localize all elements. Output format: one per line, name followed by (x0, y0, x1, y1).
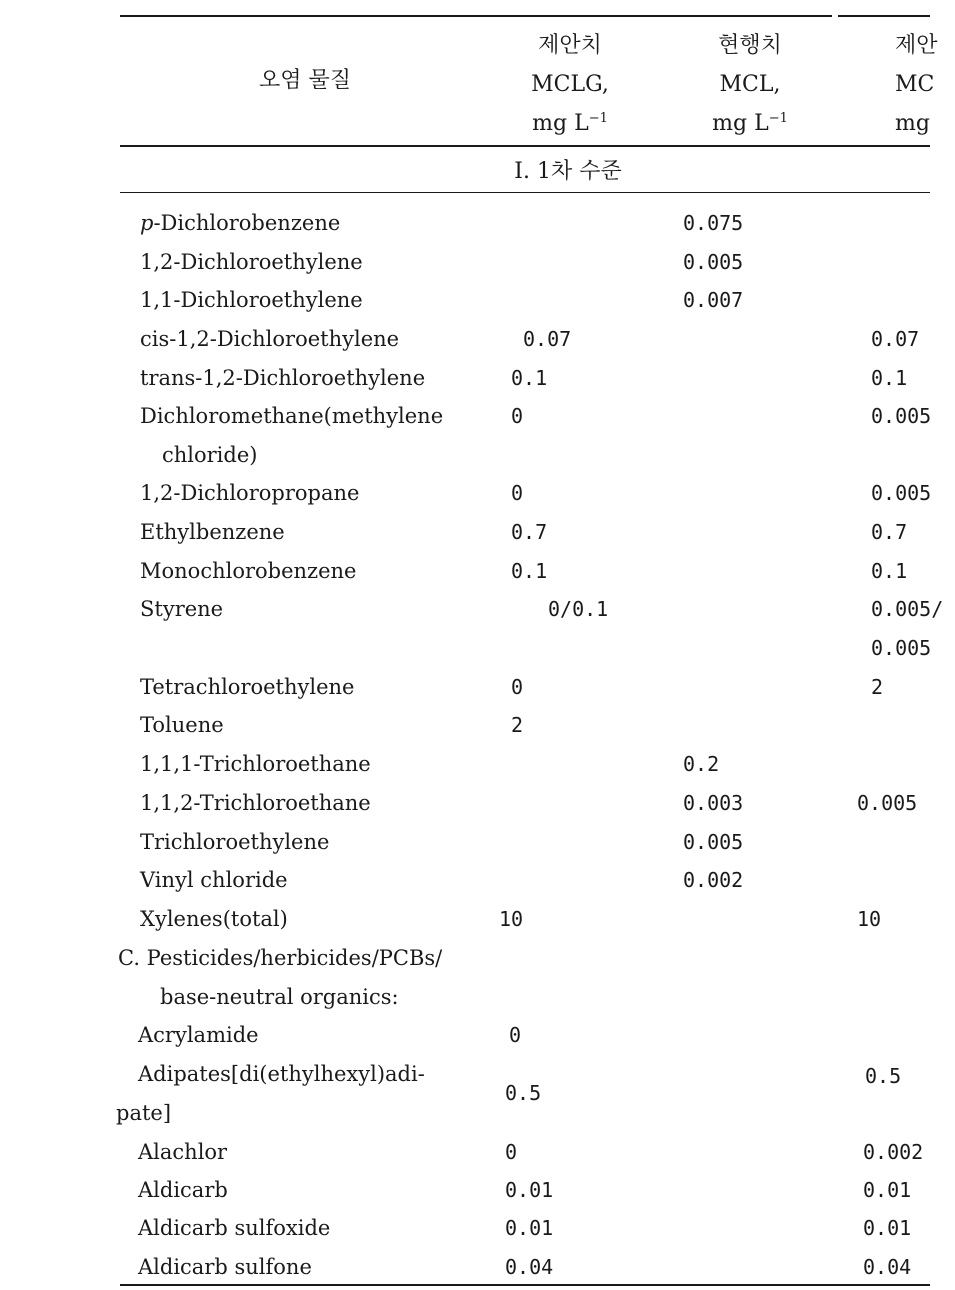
section-title: Ⅰ. 1차 수준 (514, 159, 622, 184)
row-mclg: 0 (511, 481, 524, 505)
row-name: Adipates[di(ethylhexyl)adi- (138, 1062, 425, 1086)
row-name: Aldicarb sulfone (138, 1255, 312, 1279)
row-mclg: 10 (499, 907, 524, 931)
row-name-cont: chloride) (162, 443, 258, 467)
row-name: Acrylamide (138, 1023, 259, 1047)
row-proposed: 0.005/ (871, 597, 944, 621)
row-name: Styrene (140, 597, 224, 621)
category-heading-cont: base-neutral organics: (160, 985, 399, 1009)
row-name: 1,2-Dichloroethylene (140, 250, 363, 274)
row-mclg: 0.1 (511, 559, 548, 583)
row-mclg: 0 (511, 404, 524, 428)
category-heading: C. Pesticides/herbicides/PCBs/ (118, 946, 443, 970)
header-mclg: 제안치 MCLG, mg $L^{-1}$ (531, 33, 609, 136)
row-proposed: 0.005 (871, 404, 932, 428)
top-rule-right (838, 15, 930, 17)
row-mclg: 0/0.1 (548, 597, 609, 621)
row-name: Dichloromethane(methylene (140, 404, 444, 428)
row-name: Vinyl chloride (140, 868, 288, 892)
row-proposed: 0.005 (871, 481, 932, 505)
row-name: 1,1,1-Trichloroethane (140, 752, 371, 776)
row-mcl: 0.002 (683, 868, 744, 892)
row-name: Ethylbenzene (140, 520, 285, 544)
row-name: Aldicarb (138, 1178, 228, 1202)
row-name: 1,1-Dichloroethylene (140, 288, 363, 312)
row-name: Tetrachloroethylene (140, 675, 355, 699)
header-bottom-rule (120, 145, 930, 147)
row-proposed-cont: 0.005 (871, 636, 932, 660)
row-name: Aldicarb sulfoxide (138, 1216, 331, 1240)
row-proposed: 0.005 (857, 791, 918, 815)
row-mclg: 0.7 (511, 520, 548, 544)
row-mclg: 0 (511, 675, 524, 699)
row-mclg: 0.5 (505, 1081, 542, 1105)
row-name: cis-1,2-Dichloroethylene (140, 327, 400, 351)
section-rule (120, 192, 930, 193)
row-proposed: 0.01 (863, 1178, 912, 1202)
row-proposed: 0.1 (871, 366, 908, 390)
row-mcl: 0.005 (683, 250, 744, 274)
row-proposed: 0.1 (871, 559, 908, 583)
row-mcl: 0.075 (683, 211, 744, 235)
header-mcl-proposed: 제안 MC mg (895, 33, 938, 136)
row-mcl: 0.003 (683, 791, 744, 815)
row-name-cont: pate] (116, 1101, 172, 1125)
row-proposed: 10 (857, 907, 882, 931)
row-mclg: 2 (511, 713, 524, 737)
top-rule (120, 15, 832, 17)
header-contaminant: 오염 물질 (258, 68, 351, 93)
row-proposed: 0.7 (871, 520, 908, 544)
row-proposed: 0.04 (863, 1255, 912, 1279)
row-mcl: 0.2 (683, 752, 720, 776)
row-mclg: 0.01 (505, 1216, 554, 1240)
row-name: Trichloroethylene (140, 830, 330, 854)
row-name: 1,2-Dichloropropane (140, 481, 360, 505)
bottom-rule (120, 1284, 930, 1286)
row-proposed: 0.01 (863, 1216, 912, 1240)
row-mclg: 0 (505, 1140, 518, 1164)
row-name: Xylenes(total) (140, 907, 288, 931)
row-mcl: 0.005 (683, 830, 744, 854)
row-name: p-Dichlorobenzene (140, 211, 341, 235)
row-mclg: 0.04 (505, 1255, 554, 1279)
row-mclg: 0.07 (523, 327, 572, 351)
row-name: Monochlorobenzene (140, 559, 357, 583)
header-mcl-current: 현행치 MCL, mg $L^{-1}$ (712, 33, 788, 136)
row-name: trans-1,2-Dichloroethylene (140, 366, 426, 390)
row-mclg: 0.01 (505, 1178, 554, 1202)
row-name: 1,1,2-Trichloroethane (140, 791, 371, 815)
row-proposed: 0.002 (863, 1140, 924, 1164)
row-proposed: 0.07 (871, 327, 920, 351)
row-mcl: 0.007 (683, 288, 744, 312)
row-name: Toluene (140, 713, 224, 737)
row-name: Alachlor (138, 1140, 228, 1164)
row-proposed: 2 (871, 675, 884, 699)
row-mclg: 0.1 (511, 366, 548, 390)
row-proposed: 0.5 (865, 1064, 902, 1088)
row-mclg: 0 (509, 1023, 522, 1047)
